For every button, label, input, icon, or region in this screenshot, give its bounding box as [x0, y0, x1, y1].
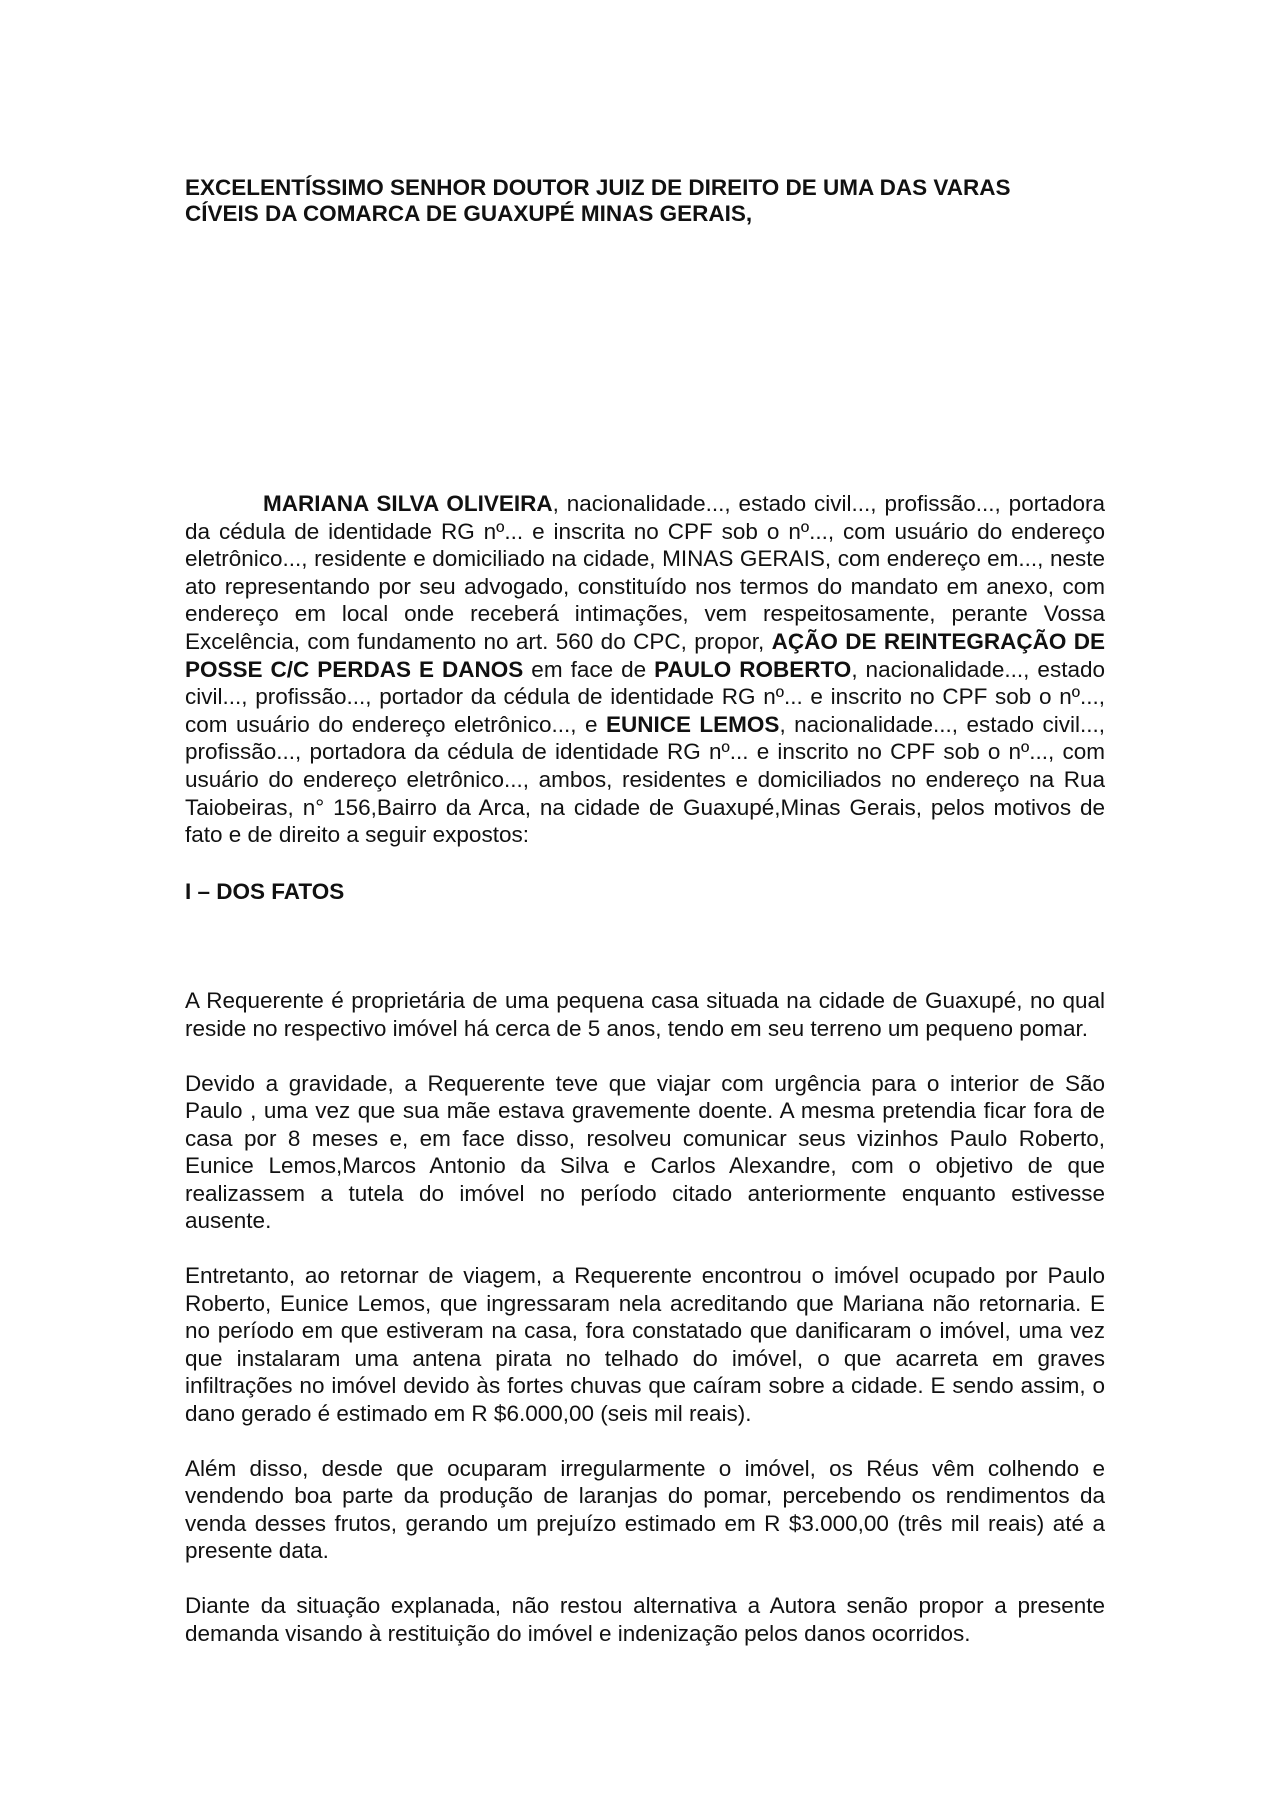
- qualification-text-4: , nacionalidade..., estado civil..., profissão..., portadora da cédula de identidade RG nº... e inscrito no CPF sob o nº..., com usuário do endereço eletrônico..., ambos, residentes e domiciliados no endereço na Rua Taiobeiras, n° 156,Bairro da Arca, na cidade de Guaxupé,Minas Gerais, pelos motivos de fato e de direito a seguir expostos:: [185, 711, 1105, 848]
- qualification-text-3: , nacionalidade..., estado civil..., profissão..., portador da cédula de identidade RG nº... e inscrito no CPF sob o nº..., com usuário do endereço eletrônico..., e: [185, 656, 1105, 737]
- facts-paragraph-5: Diante da situação explanada, não restou alternativa a Autora senão propor a presente demanda visando à restituição do imóvel e indenização pelos danos ocorridos.: [185, 1593, 1105, 1646]
- court-address-heading: [185, 175, 1105, 227]
- defendant-name-2: EUNICE LEMOS: [605, 711, 780, 737]
- action-title: AÇÃO DE REINTEGRAÇÃO DE POSSE C/C PERDAS E DANOS: [185, 628, 1105, 682]
- section-heading-facts: I – DOS FATOS: [185, 878, 345, 904]
- party-qualification-paragraph: [185, 490, 1105, 849]
- defendant-name-1: PAULO ROBERTO: [654, 656, 852, 682]
- facts-paragraph-4: Além disso, desde que ocuparam irregularmente o imóvel, os Réus vêm colhendo e vendendo boa parte da produção de laranjas do pomar, percebendo os rendimentos da venda desses frutos, gerando um prejuízo estimado em R $3.000,00 (três mil reais) até a presente data.: [185, 1455, 1105, 1564]
- qualification-text-1: , nacionalidade..., estado civil..., profissão..., portadora da cédula de identidade RG nº... e inscrita no CPF sob o nº..., com usuário do endereço eletrônico..., residente e domiciliado na cidade, MINAS GERAIS, com endereço em..., neste ato representando por seu advogado, constituído nos termos do mandato em anexo, com endereço em local onde receberá intimações, vem respeitosamente, perante Vossa Excelência, com fundamento no art. 560 do CPC, propor,: [185, 491, 1105, 654]
- court-address-line-2: CÍVEIS DA COMARCA DE GUAXUPÉ MINAS GERAIS,: [185, 201, 753, 226]
- facts-paragraph-2: Devido a gravidade, a Requerente teve que viajar com urgência para o interior de São Paulo , uma vez que sua mãe estava gravemente doente. A mesma pretendia ficar fora de casa por 8 meses e, em face disso, resolveu comunicar seus vizinhos Paulo Roberto, Eunice Lemos,Marcos Antonio da Silva e Carlos Alexandre, com o objetivo de que realizassem a tutela do imóvel no período citado anteriormente enquanto estivesse ausente.: [185, 1070, 1105, 1234]
- qualification-text-2: em face de: [523, 656, 655, 682]
- court-address-line-1: EXCELENTÍSSIMO SENHOR DOUTOR JUIZ DE DIREITO DE UMA DAS VARAS: [185, 175, 1011, 200]
- plaintiff-name: MARIANA SILVA OLIVEIRA: [263, 491, 553, 516]
- facts-paragraph-3: Entretanto, ao retornar de viagem, a Requerente encontrou o imóvel ocupado por Paulo Roberto, Eunice Lemos, que ingressaram nela acreditando que Mariana não retornaria. E no período em que estiveram na casa, fora constatado que danificaram o imóvel, uma vez que instalaram uma antena pirata no telhado do imóvel, o que acarreta em graves infiltrações no imóvel devido às fortes chuvas que caíram sobre a cidade. E sendo assim, o dano gerado é estimado em R $6.000,00 (seis mil reais).: [185, 1263, 1105, 1427]
- facts-paragraph-1: A Requerente é proprietária de uma pequena casa situada na cidade de Guaxupé, no qual reside no respectivo imóvel há cerca de 5 anos, tendo em seu terreno um pequeno pomar.: [185, 988, 1105, 1041]
- document-body: [185, 175, 1105, 1647]
